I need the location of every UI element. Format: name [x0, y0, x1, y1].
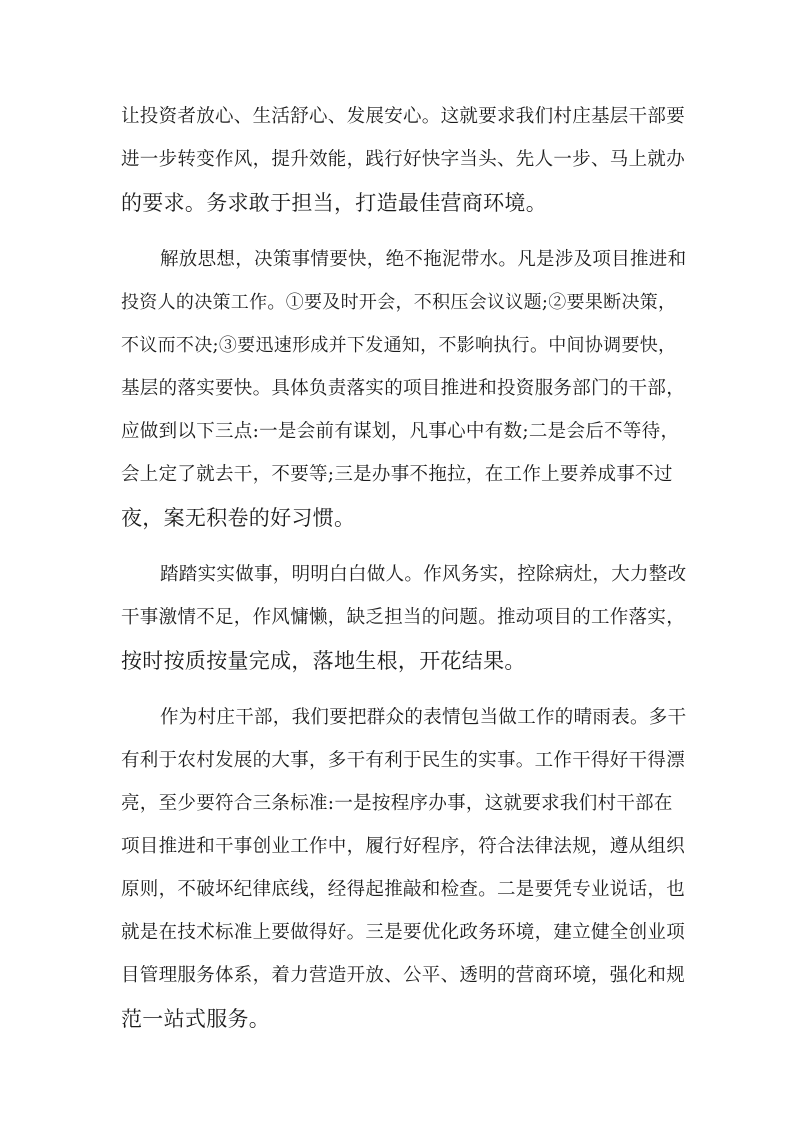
paragraph-2-line-4: 基层的落实要快。具体负责落实的项目推进和投资服务部门的干部， — [121, 378, 686, 399]
paragraph-2-line-5: 应做到以下三点:一是会前有谋划，凡事心中有数;二是会后不等待， — [121, 421, 680, 442]
paragraph-2-line-6: 会上定了就去干，不要等;三是办事不拖拉，在工作上要养成事不过 — [121, 464, 673, 485]
paragraph-3-line-1: 踏踏实实做事，明明白白做人。作风务实，控除病灶，大力整改 — [160, 564, 687, 585]
paragraph-2-line-1: 解放思想，决策事情要快，绝不拖泥带水。凡是涉及项目推进和 — [160, 249, 687, 270]
paragraph-1-line-1: 让投资者放心、生活舒心、发展安心。这就要求我们村庄基层干部要 — [121, 106, 686, 127]
paragraph-4-line-3: 亮，至少要符合三条标准:一是按程序办事，这就要求我们村干部在 — [121, 793, 673, 814]
paragraph-4-line-8: 范一站式服务。 — [121, 1007, 271, 1031]
paragraph-1-line-2: 进一步转变作风，提升效能，践行好快字当头、先人一步、马上就办 — [121, 149, 686, 170]
paragraph-4-line-5: 原则，不破坏纪律底线，经得起推敲和检查。二是要凭专业说话，也 — [121, 879, 686, 900]
paragraph-4-line-6: 就是在技术标准上要做得好。三是要优化政务环境，建立健全创业项 — [121, 922, 686, 943]
paragraph-4-line-2: 有利于农村发展的大事，多干有利于民生的实事。工作干得好干得漂 — [121, 750, 686, 771]
paragraph-4-line-4: 项目推进和干事创业工作中，履行好程序，符合法律法规，遵从组织 — [121, 836, 686, 857]
paragraph-4-line-7: 目管理服务体系，着力营造开放、公平、透明的营商环境，强化和规 — [121, 965, 686, 986]
paragraph-4-line-1: 作为村庄干部，我们要把群众的表情包当做工作的晴雨表。多干 — [160, 707, 687, 728]
paragraph-1-line-3: 的要求。务求敢于担当，打造最佳营商环境。 — [121, 191, 547, 215]
paragraph-3-line-2: 干事激情不足，作风慵懒，缺乏担当的问题。推动项目的工作落实， — [121, 607, 686, 628]
paragraph-3-line-3: 按时按质按量完成，落地生根，开花结果。 — [121, 649, 526, 673]
paragraph-2-line-7: 夜，案无积卷的好习惯。 — [121, 506, 356, 530]
paragraph-2-line-2: 投资人的决策工作。①要及时开会，不积压会议议题;②要果断决策， — [121, 292, 677, 313]
paragraph-2-line-3: 不议而不决;③要迅速形成并下发通知，不影响执行。中间协调要快， — [121, 335, 677, 356]
